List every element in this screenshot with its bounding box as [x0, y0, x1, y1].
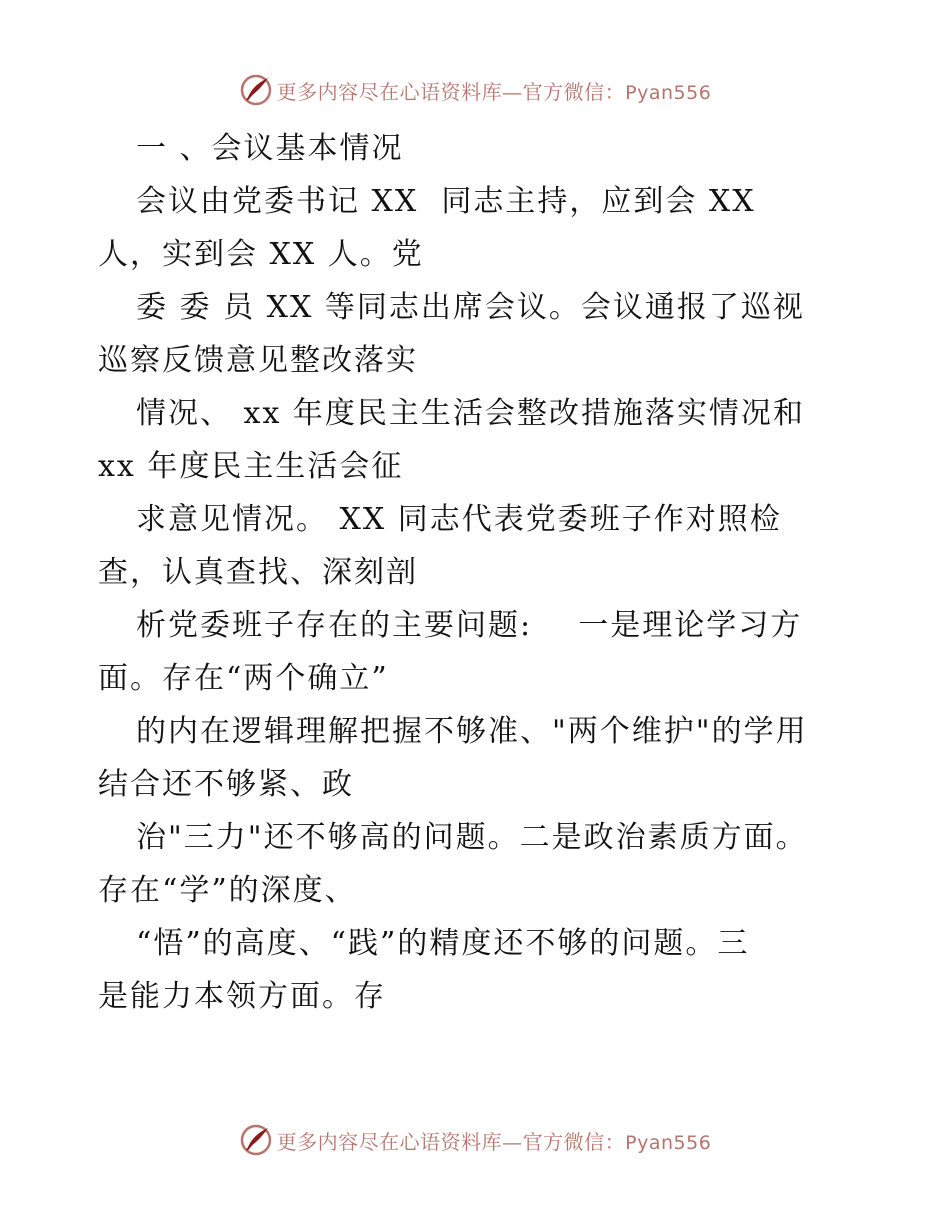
section-heading: 一 、会议基本情况	[136, 131, 404, 166]
footer-banner	[0, 1120, 950, 1160]
paragraph-line: xx 年度民主生活会征	[98, 449, 404, 484]
paragraph-line: 查，认真查找、深刻剖	[98, 555, 418, 590]
paragraph-line: 求意见情况。 XX 同志代表党委班子作对照检	[136, 502, 782, 537]
paragraph-line: “悟”的高度、“践”的精度还不够的问题。三	[136, 926, 750, 961]
document-body	[98, 122, 858, 1023]
quill-logo-icon	[239, 1123, 273, 1157]
paragraph-line: 巡察反馈意见整改落实	[98, 343, 418, 378]
paragraph-line: 存在“学”的深度、	[98, 873, 357, 908]
header-banner	[0, 70, 950, 110]
quill-logo-icon	[239, 73, 273, 107]
paragraph-line: 会议由党委书记 XX 同志主持，应到会 XX	[136, 184, 756, 219]
banner-slogan: 更多内容尽在心语资料库—官方微信：	[276, 79, 626, 104]
paragraph-line: 情况、 xx 年度民主生活会整改措施落实情况和	[136, 396, 805, 431]
paragraph-line: 委 委 员 XX 等同志出席会议。会议通报了巡视	[136, 290, 805, 325]
paragraph-line: 面。存在“两个确立”	[98, 661, 389, 696]
banner-wechat-id: Pyan556	[625, 1131, 712, 1154]
banner-wechat-id: Pyan556	[625, 81, 712, 104]
paragraph-line: 是能力本领方面。存	[98, 979, 386, 1014]
paragraph-line: 治"三力"还不够高的问题。二是政治素质方面。	[136, 820, 808, 855]
banner-text	[277, 1126, 712, 1155]
paragraph-line: 结合还不够紧、政	[98, 767, 354, 802]
banner-text	[277, 76, 712, 105]
paragraph-line: 人，实到会 XX 人。党	[98, 237, 424, 272]
paragraph-line: 的内在逻辑理解把握不够准、"两个维护"的学用	[136, 714, 808, 749]
paragraph-line: 析党委班子存在的主要问题: 一是理论学习方	[136, 608, 803, 643]
banner-slogan: 更多内容尽在心语资料库—官方微信：	[276, 1129, 626, 1154]
